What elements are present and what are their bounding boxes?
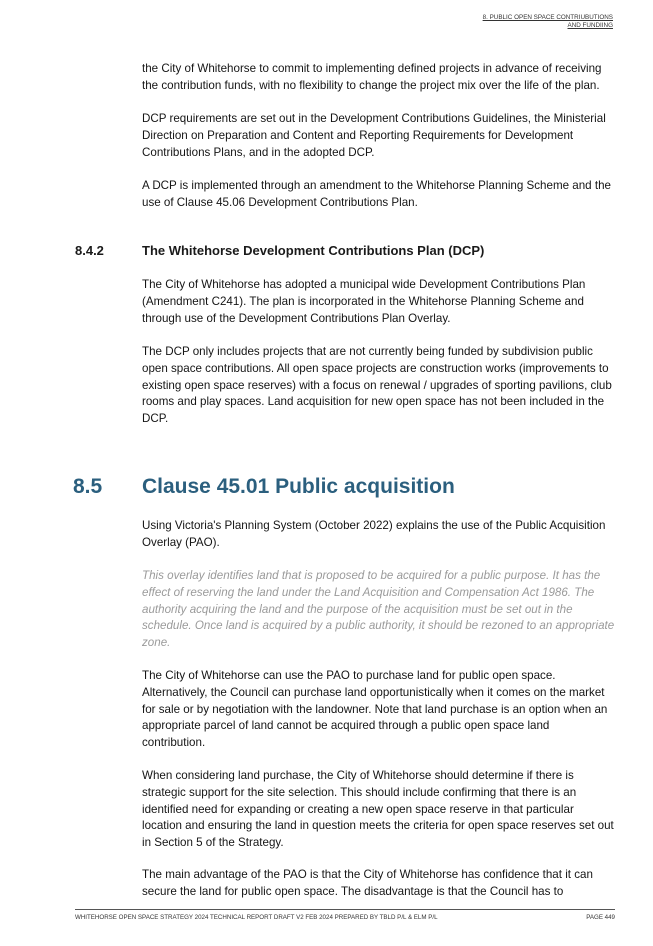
paragraph-planning-system — [142, 518, 615, 552]
section-number: 8.5 — [73, 475, 103, 498]
paragraph-text: Using Victoria's Planning System (October 2022) explains the use of the Public Acquisition Overlay (PAO). — [142, 519, 606, 549]
paragraph-land-purchase — [142, 768, 615, 852]
paragraph-text: The City of Whitehorse can use the PAO to purchase land for public open space. Alternatively, the Council can purchase land opportunistically when it comes on the market for sale or by negotiation with the landowner. Note that land purchase is an option when an appropriate parcel of land cannot be acquired through a public open space land contribution. — [142, 669, 608, 750]
paragraph-text: the City of Whitehorse to commit to implementing defined projects in advance of receiving the contribution funds, with no flexibility to change the project mix over the life of the plan. — [142, 62, 602, 92]
paragraph-text: The DCP only includes projects that are not currently being funded by subdivision public open space contributions. All open space projects are construction works (improvements to existing open space reserves) with a focus on renewal / upgrades of sporting pavilions, club rooms and play spaces. Land acquisition for new open space has not been included in the DCP. — [142, 345, 612, 426]
paragraph-dcp-adopted — [142, 277, 615, 327]
section-title: The Whitehorse Development Contributions Plan (DCP) — [142, 243, 485, 258]
footer-report-info: WHITEHORSE OPEN SPACE STRATEGY 2024 TECHNICAL REPORT DRAFT V2 FEB 2024 PREPARED BY TBLD P/L & ELM P/L — [75, 914, 438, 921]
running-header-line1: 8. PUBLIC OPEN SPACE CONTRIUBUTIONS — [482, 14, 613, 21]
section-title: Clause 45.01 Public acquisition — [142, 475, 455, 498]
paragraph-text: A DCP is implemented through an amendment to the Whitehorse Planning Scheme and the use of Clause 45.06 Development Contributions Plan. — [142, 179, 611, 209]
running-header — [483, 14, 613, 30]
paragraph-pao-advantage — [142, 867, 615, 901]
paragraph-text: The main advantage of the PAO is that the City of Whitehorse has confidence that it can secure the land for public open space. The disadvantage is that the Council has to — [142, 868, 593, 898]
section-number: 8.4.2 — [75, 243, 104, 258]
paragraph-pao-purchase — [142, 668, 615, 752]
paragraph-text: The City of Whitehorse has adopted a municipal wide Development Contributions Plan (Amendment C241). The plan is incorporated in the Whitehorse Planning Scheme and through use of the Development Contributions Plan Overlay. — [142, 278, 586, 325]
page-number: PAGE 449 — [586, 914, 615, 921]
running-header-line2: AND FUNDIING — [567, 22, 613, 29]
paragraph-text: When considering land purchase, the City of Whitehorse should determine if there is strategic support for the site selection. This should include confirming that there is an identified need for expanding or creating a new open space reserve in that particular location and ensuring the land in question meets the criteria for open space reserves set out in Section 5 of the Strategy. — [142, 769, 614, 850]
footer-divider — [75, 909, 615, 910]
paragraph-dcp-requirements — [142, 111, 615, 161]
block-quote-overlay — [142, 568, 615, 652]
paragraph-dcp-commitment — [142, 61, 615, 95]
paragraph-text: DCP requirements are set out in the Development Contributions Guidelines, the Ministerial Direction on Preparation and Content and Reporting Requirements for Development Contributions Plans, and in the adopted DCP. — [142, 112, 606, 159]
paragraph-dcp-projects — [142, 344, 615, 428]
quote-text: This overlay identifies land that is proposed to be acquired for a public purpose. It has the effect of reserving the land under the Land Acquisition and Compensation Act 1986. The authority acquiring the land and the purpose of the acquisition must be set out in the schedule. Once land is acquired by a public authority, it should be rezoned to an appropriate zone. — [142, 569, 615, 650]
paragraph-dcp-implementation — [142, 178, 615, 212]
